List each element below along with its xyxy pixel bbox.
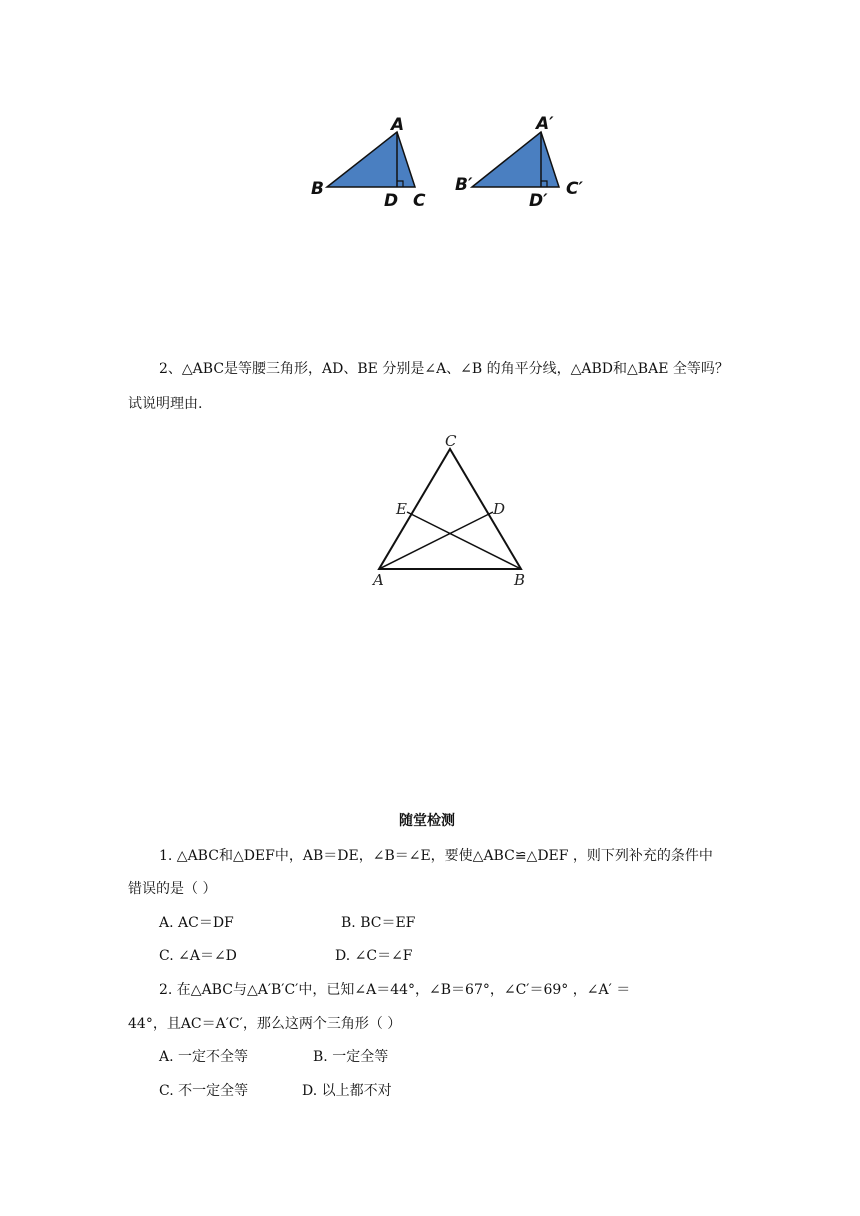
check-q1-option-a: A. AC＝DF — [159, 915, 234, 931]
section-title: 随堂检测 — [399, 813, 455, 829]
triangle-abc-prime — [472, 132, 559, 187]
check-q1-option-b: B. BC＝EF — [341, 915, 416, 931]
check-q2-option-b: B. 一定全等 — [313, 1049, 389, 1065]
label-a-prime: A′ — [536, 114, 554, 134]
congruent-triangles-figure — [300, 105, 600, 215]
vertex-c-label: C — [445, 432, 457, 450]
check-q1-option-d: D. ∠C＝∠F — [335, 948, 413, 964]
label-d-prime: D′ — [529, 191, 548, 211]
label-c: C — [413, 191, 426, 211]
label-c-prime: C′ — [566, 179, 583, 199]
question-2-line1: 2、△ABC是等腰三角形，AD、BE 分别是∠A、∠B 的角平分线，△ABD和△BAE 全等吗？ — [159, 361, 729, 377]
check-q1-line1: 1. △ABC和△DEF中，AB＝DE，∠B＝∠E，要使△ABC≌△DEF ，则下列补充的条件中 — [159, 848, 713, 864]
label-b: B — [311, 179, 324, 199]
check-q2-option-d: D. 以上都不对 — [302, 1083, 392, 1099]
check-q2-option-a: A. 一定不全等 — [159, 1049, 249, 1065]
point-e-label: E — [396, 500, 407, 518]
check-q2-line2: 44°，且AC＝A′C′，那么这两个三角形（ ） — [128, 1016, 402, 1032]
check-q1-option-c: C. ∠A＝∠D — [159, 948, 237, 964]
check-q2-option-c: C. 不一定全等 — [159, 1083, 249, 1099]
triangle-abc — [327, 132, 415, 187]
label-d: D — [384, 191, 399, 211]
question-2-line2: 试说明理由. — [128, 396, 203, 412]
check-q2-line1: 2. 在△ABC与△A′B′C′中，已知∠A＝44°，∠B＝67°，∠C′＝69° ，∠A′ ＝ — [159, 982, 631, 998]
label-a: A — [391, 115, 405, 135]
isosceles-triangle-figure — [365, 428, 535, 593]
check-q1-line2: 错误的是（ ） — [128, 881, 217, 897]
point-d-label: D — [493, 500, 506, 518]
vertex-a-label: A — [373, 571, 384, 589]
vertex-b-label: B — [514, 571, 526, 589]
label-b-prime: B′ — [455, 175, 473, 195]
